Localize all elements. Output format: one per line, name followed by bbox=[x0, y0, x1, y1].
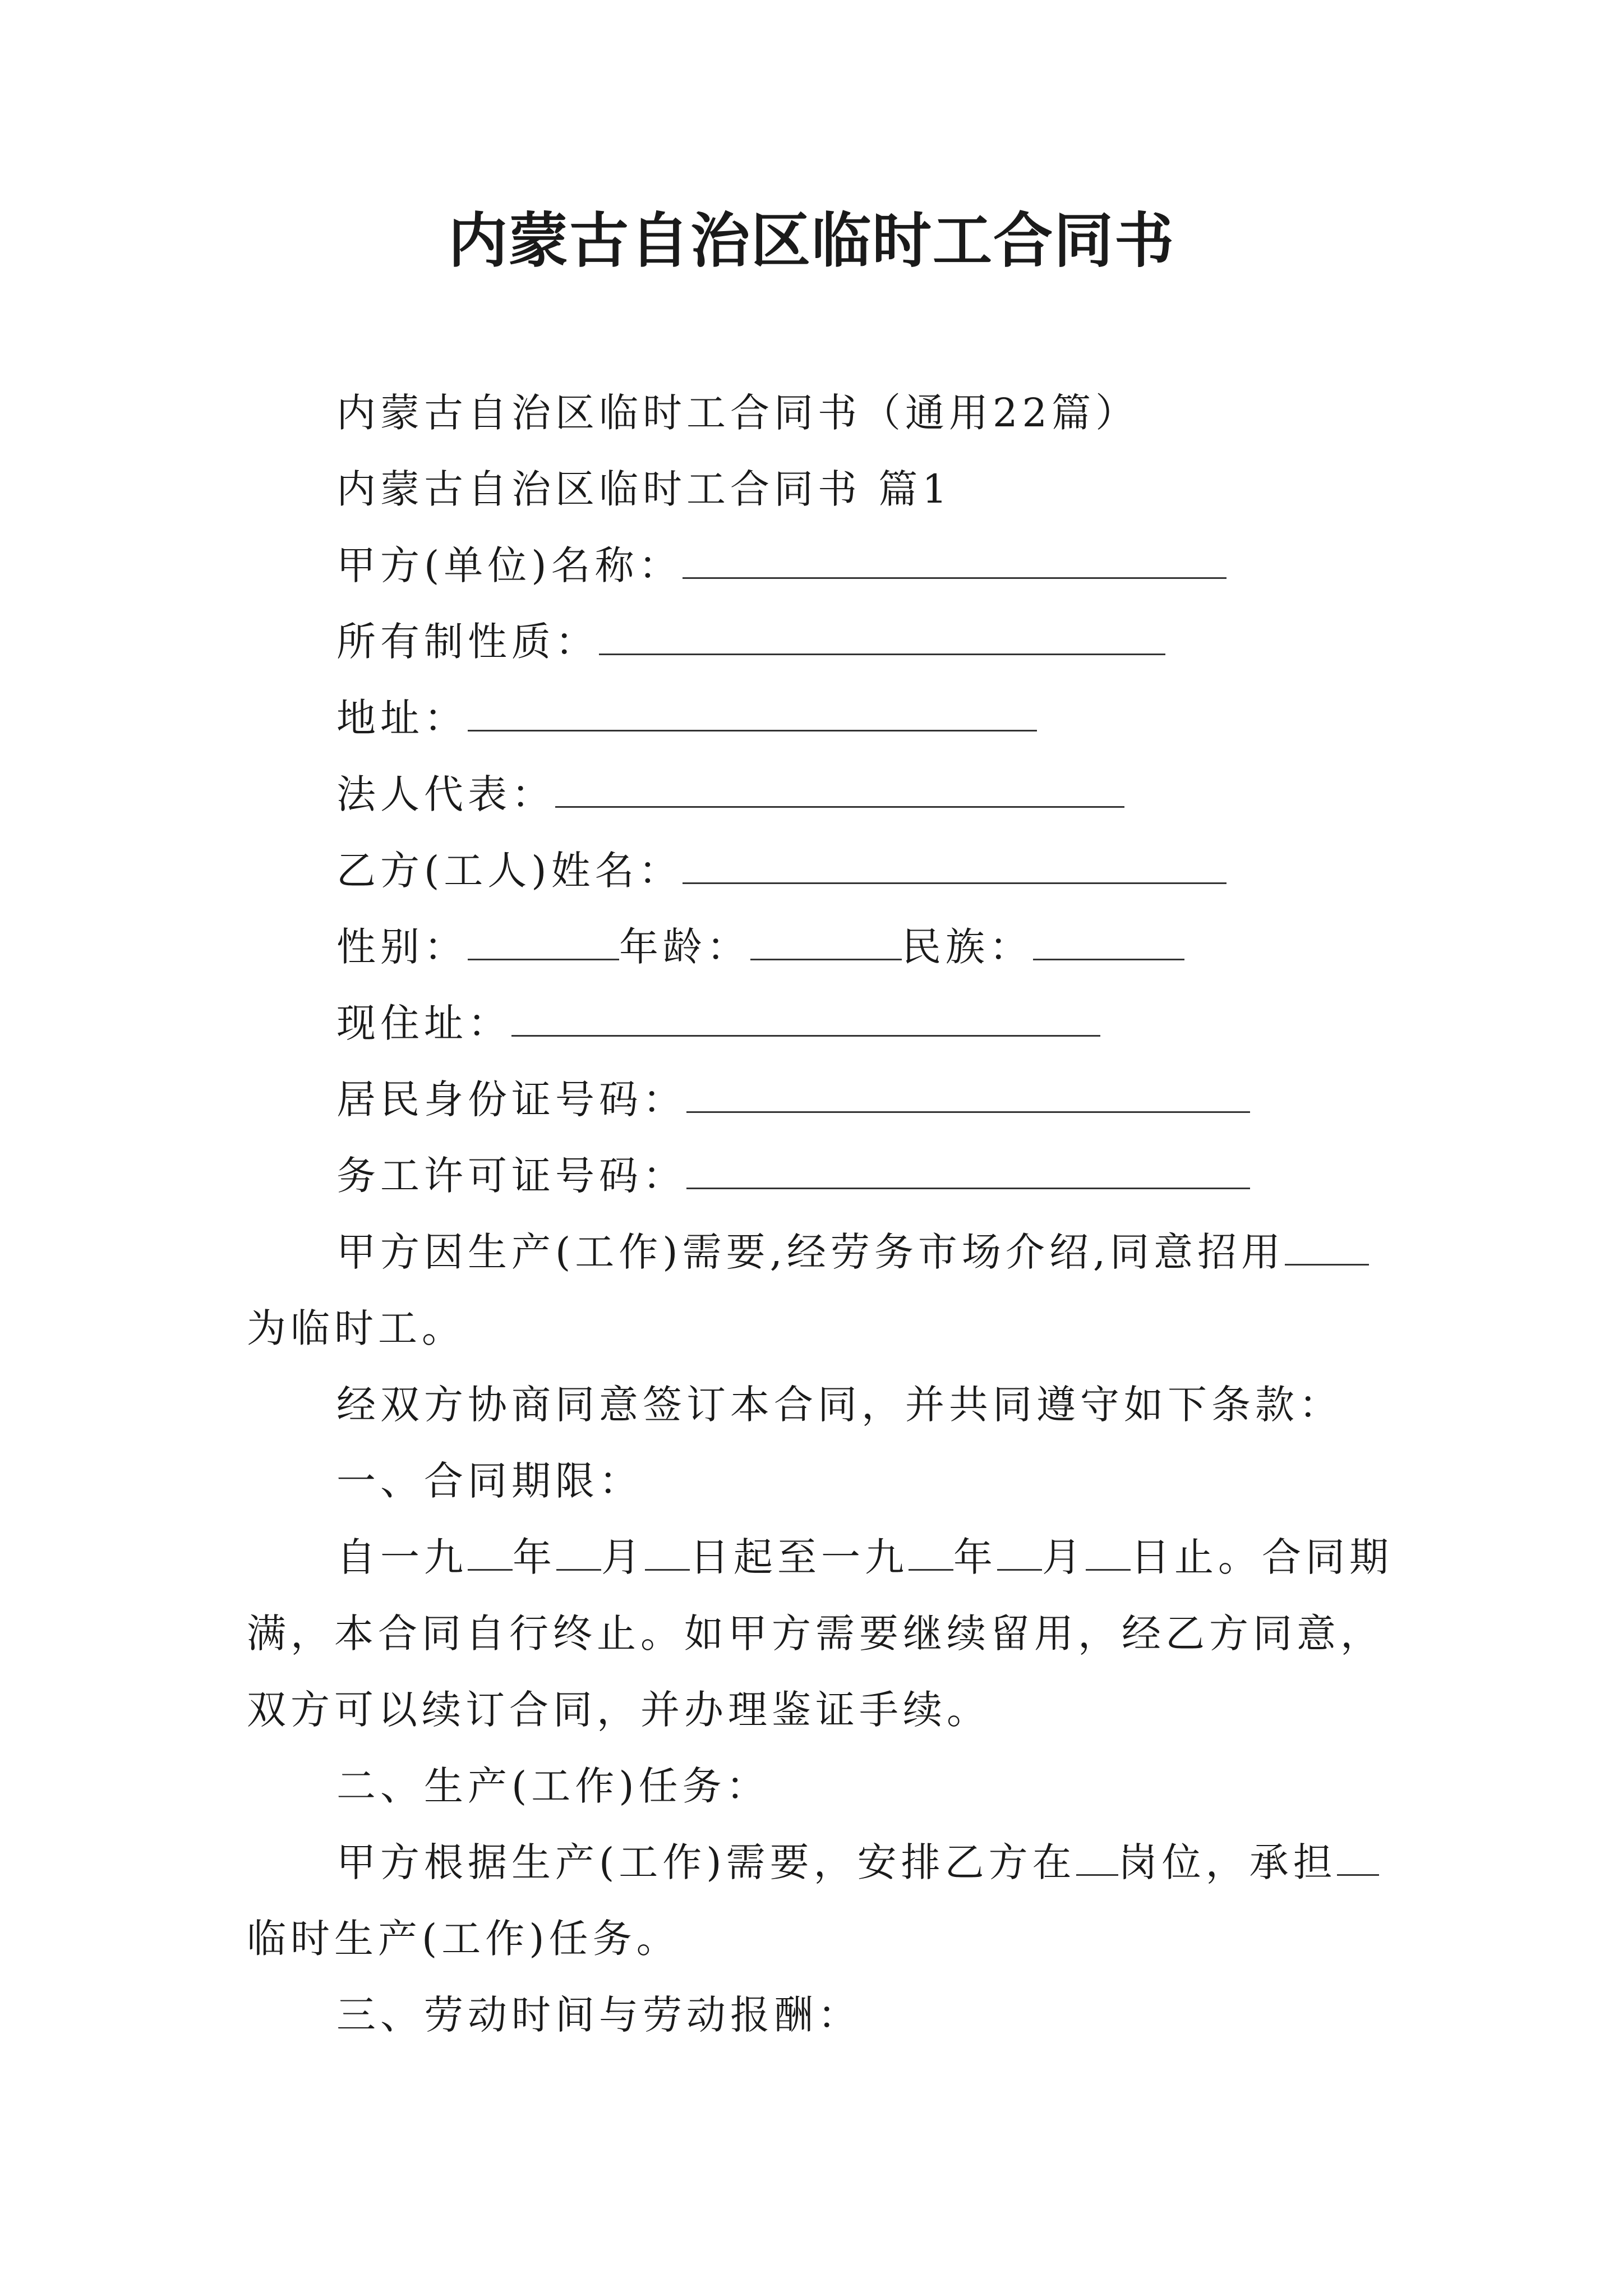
end-month-blank bbox=[997, 1535, 1042, 1571]
task-text-start: 甲方根据生产(工作)需要，安排乙方在 bbox=[336, 1839, 1076, 1885]
party-a-name-label: 甲方(单位)名称： bbox=[336, 542, 683, 588]
term-year-label: 年 bbox=[513, 1534, 556, 1580]
term-end-year-label: 年 bbox=[953, 1534, 997, 1580]
gender-age-ethnicity-field bbox=[336, 919, 1623, 975]
paragraph-recruitment-line2: 为临时工。 bbox=[247, 1305, 465, 1351]
gender-label: 性别： bbox=[336, 924, 468, 970]
legal-rep-field bbox=[336, 766, 1623, 822]
id-number-label: 居民身份证号码： bbox=[336, 1076, 686, 1122]
paragraph-task bbox=[336, 1834, 1623, 1890]
ethnicity-label: 民族： bbox=[902, 924, 1033, 970]
end-year-blank bbox=[909, 1535, 953, 1571]
gender-blank bbox=[468, 925, 619, 960]
paragraph-agreement: 经双方协商同意签订本合同，并共同遵守如下条款： bbox=[336, 1382, 1343, 1428]
section-heading: 内蒙古自治区临时工合同书 篇1 bbox=[336, 466, 952, 512]
work-permit-field bbox=[336, 1148, 1623, 1204]
paragraph-term-line2: 满，本合同自行终止。如甲方需要继续留用，经乙方同意， bbox=[247, 1611, 1384, 1657]
age-blank bbox=[750, 925, 902, 960]
document-title: 内蒙古自治区临时工合同书 bbox=[448, 206, 1175, 275]
party-a-name-field bbox=[336, 537, 1623, 593]
start-month-blank bbox=[556, 1535, 601, 1571]
address-label: 地址： bbox=[336, 695, 468, 741]
term-text-start: 自一九 bbox=[336, 1534, 468, 1580]
legal-rep-blank bbox=[555, 772, 1124, 808]
party-b-name-field bbox=[336, 843, 1623, 899]
current-address-label: 现住址： bbox=[336, 1000, 511, 1046]
document-subtitle: 内蒙古自治区临时工合同书（通用22篇） bbox=[336, 390, 1140, 436]
paragraph-term-line3: 双方可以续订合同，并办理鉴证手续。 bbox=[247, 1687, 990, 1733]
task-text-middle: 岗位，承担 bbox=[1118, 1839, 1337, 1885]
task-blank bbox=[1337, 1841, 1379, 1876]
start-year-blank bbox=[468, 1535, 513, 1571]
party-a-name-blank bbox=[683, 544, 1227, 579]
paragraph-recruitment bbox=[336, 1224, 1623, 1280]
work-permit-blank bbox=[686, 1154, 1250, 1189]
position-blank bbox=[1076, 1841, 1118, 1876]
address-field bbox=[336, 690, 1623, 746]
id-number-field bbox=[336, 1071, 1623, 1128]
address-blank bbox=[468, 696, 1037, 731]
term-end-month-label: 月 bbox=[1042, 1534, 1086, 1580]
paragraph-term bbox=[336, 1529, 1623, 1585]
current-address-field bbox=[336, 995, 1623, 1051]
party-b-name-label: 乙方(工人)姓名： bbox=[336, 848, 683, 894]
end-day-blank bbox=[1086, 1535, 1131, 1571]
legal-rep-label: 法人代表： bbox=[336, 771, 555, 817]
paragraph-task-line2: 临时生产(工作)任务。 bbox=[247, 1916, 680, 1962]
work-permit-label: 务工许可证号码： bbox=[336, 1153, 686, 1199]
party-b-name-blank bbox=[683, 849, 1227, 884]
heading-working-hours: 三、劳动时间与劳动报酬： bbox=[336, 1992, 861, 2038]
ownership-blank bbox=[599, 620, 1165, 655]
age-label: 年龄： bbox=[619, 924, 750, 970]
ownership-field bbox=[336, 614, 1623, 670]
recruitment-text: 甲方因生产(工作)需要,经劳务市场介绍,同意招用 bbox=[336, 1229, 1285, 1275]
recruitment-blank bbox=[1285, 1230, 1369, 1266]
term-text-end: 日止。合同期 bbox=[1131, 1534, 1393, 1580]
start-day-blank bbox=[645, 1535, 690, 1571]
current-address-blank bbox=[511, 1001, 1100, 1037]
id-number-blank bbox=[686, 1078, 1250, 1113]
heading-work-task: 二、生产(工作)任务： bbox=[336, 1763, 770, 1809]
term-text-middle: 日起至一九 bbox=[690, 1534, 909, 1580]
term-month-label: 月 bbox=[601, 1534, 645, 1580]
ownership-label: 所有制性质： bbox=[336, 619, 599, 665]
ethnicity-blank bbox=[1033, 925, 1184, 960]
heading-contract-term: 一、合同期限： bbox=[336, 1458, 643, 1504]
